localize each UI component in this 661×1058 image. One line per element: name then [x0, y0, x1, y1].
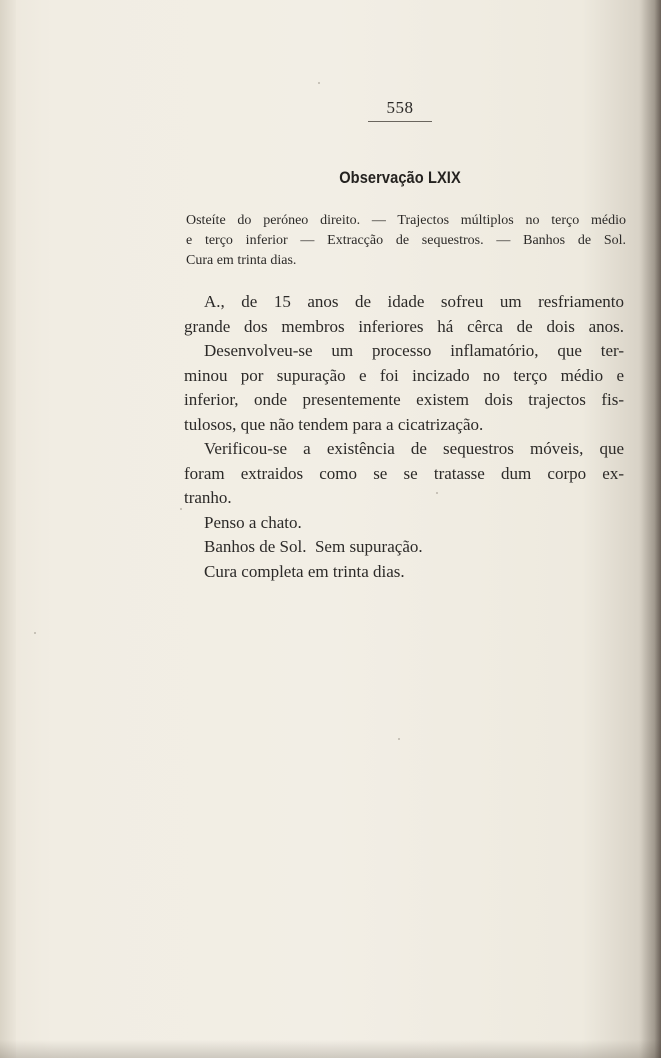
- page-left-margin: [0, 0, 16, 1058]
- body-line: Banhos de Sol. Sem supuração.: [204, 537, 423, 556]
- body-line: tulosos, que não tendem para a cicatrização.: [184, 414, 484, 434]
- body-line: foram extraidos como se se tratasse dum corpo ex-: [184, 463, 624, 483]
- body-line: A., de 15 anos de idade sofreu um resfriamento: [204, 292, 624, 311]
- case-body: [184, 290, 624, 584]
- summary-line: Cura em trinta dias.: [186, 253, 297, 268]
- paper-speck: [34, 632, 36, 634]
- case-summary: [186, 211, 626, 271]
- page-number-rule: [368, 121, 432, 122]
- body-line: grande dos membros inferiores há cêrca de dois anos.: [184, 316, 624, 336]
- paper-speck: [180, 508, 182, 510]
- body-line: Cura completa em trinta dias.: [204, 561, 405, 581]
- paper-speck: [436, 492, 438, 494]
- body-line: Desenvolveu-se um processo inflamatório, que ter-: [204, 341, 624, 360]
- paper-speck: [318, 82, 320, 84]
- book-spine-shadow: [639, 0, 661, 1058]
- summary-line: Osteíte do perónеo direito. — Trajectos múltiplos no terço médio: [186, 213, 626, 228]
- body-line: Verificou-se a existência de sequestros móveis, que: [204, 439, 624, 458]
- body-line: tranho.: [184, 488, 232, 507]
- page-number: 558: [386, 98, 414, 117]
- body-line: minou por supuração e foi incizado no terço médio e: [184, 365, 624, 385]
- body-line: inferior, onde presentemente existem dois trajectos fis-: [184, 390, 624, 409]
- observation-title: Observação LXIX: [339, 168, 461, 187]
- paper-speck: [398, 738, 400, 740]
- body-line: Penso a chato.: [204, 512, 302, 532]
- page-bottom-shadow: [0, 1040, 661, 1058]
- summary-line: e terço inferior — Extracção de sequestros. — Banhos de Sol.: [186, 233, 626, 248]
